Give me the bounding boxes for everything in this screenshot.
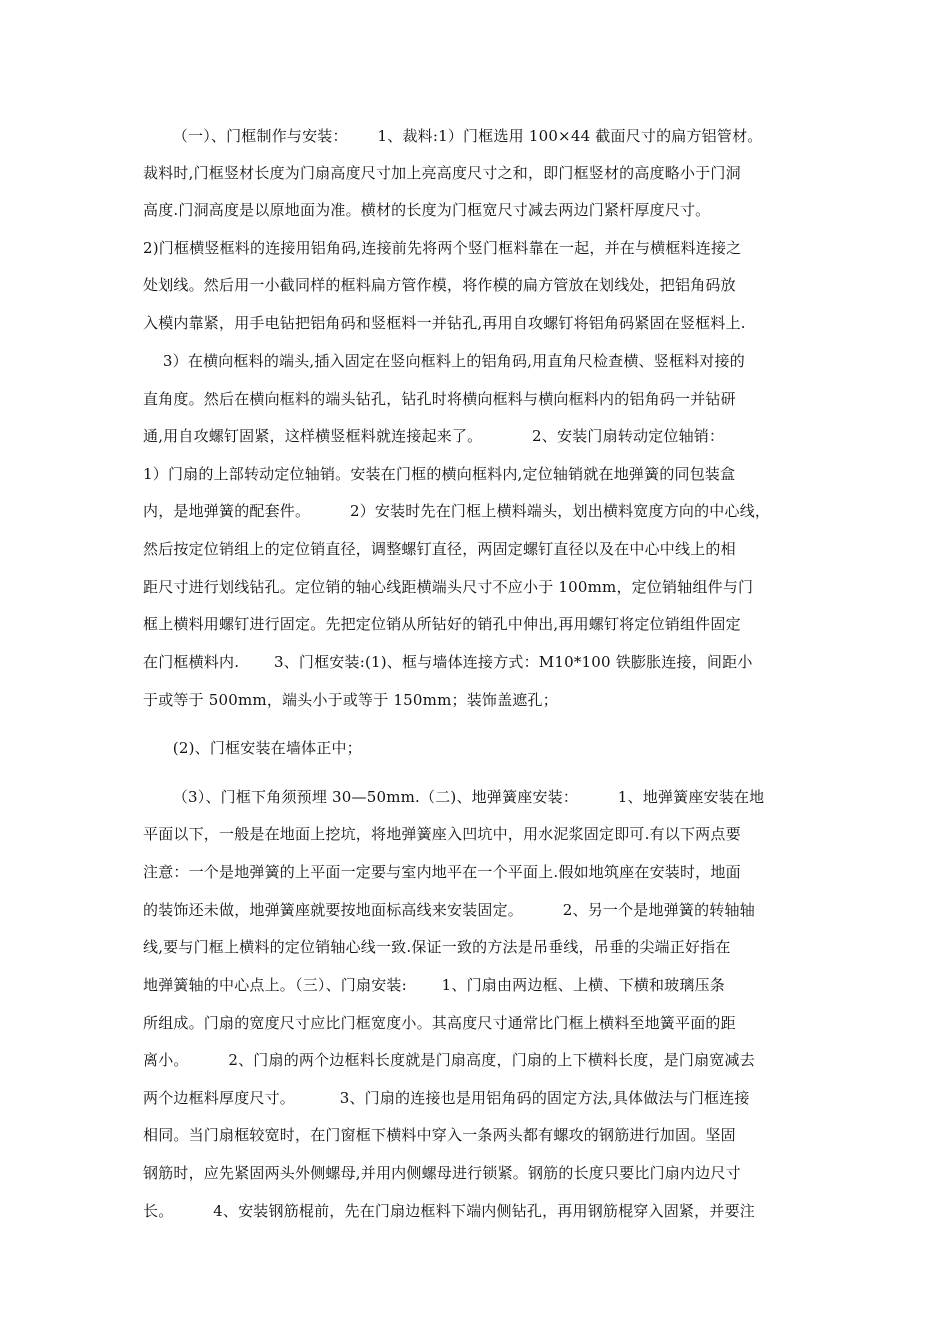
text-line: 框上横料用螺钉进行固定。先把定位销从所钻好的销孔中伸出,再用螺钉将定位销组件固定 bbox=[143, 615, 741, 633]
text-line: 直角度。然后在横向框料的端头钻孔，钻孔时将横向框料与横向框料内的铝角码一并钻研 bbox=[143, 390, 736, 408]
text-line: 的装饰还未做，地弹簧座就要按地面标高线来安装固定。 2、另一个是地弹簧的转轴轴 bbox=[143, 901, 755, 919]
text-line: 通,用自攻螺钉固紧，这样横竖框料就连接起来了。 2、安装门扇转动定位轴销： bbox=[143, 427, 725, 445]
text-line: 长。 4、安装钢筋棍前，先在门扇边框料下端内侧钻孔，再用钢筋棍穿入固紧，并要注 bbox=[143, 1202, 755, 1220]
text-line: 1）门扇的上部转动定位轴销。安装在门框的横向框料内,定位轴销就在地弹簧的同包装盒 bbox=[143, 465, 736, 483]
text-line: 所组成。门扇的宽度尺寸应比门框宽度小。其高度尺寸通常比门框上横料至地簧平面的距 bbox=[143, 1014, 736, 1032]
text-line: 入模内靠紧，用手电钻把铝角码和竖框料一并钻孔,再用自攻螺钉将铝角码紧固在竖框料上. bbox=[143, 314, 746, 332]
text-line: 裁料时,门框竖材长度为门扇高度尺寸加上亮高度尺寸之和，即门框竖材的高度略小于门洞 bbox=[143, 164, 741, 182]
text-line: 于或等于 500mm，端头小于或等于 150mm；装饰盖遮孔； bbox=[143, 691, 558, 709]
text-line: 高度.门洞高度是以原地面为准。横材的长度为门框宽尺寸减去两边门紧杆厚度尺寸。 bbox=[143, 201, 711, 219]
text-line: 地弹簧轴的中心点上。（三）、门扇安装: 1、门扇由两边框、上横、下横和玻璃压条 bbox=[143, 976, 725, 994]
text-line: (2)、门框安装在墙体正中； bbox=[143, 739, 362, 757]
text-line: 离小。 2、门扇的两个边框料长度就是门扇高度，门扇的上下横料长度，是门扇宽减去 bbox=[143, 1051, 755, 1069]
text-line: （3）、门框下角须预埋 30—50mm.（二)、地弹簧座安装： 1、地弹簧座安装在地 bbox=[143, 788, 765, 806]
text-line: 2)门框横竖框料的连接用铝角码,连接前先将两个竖门框料靠在一起，并在与横框料连接之 bbox=[143, 239, 742, 257]
text-line: 距尺寸进行划线钻孔。定位销的轴心线距横端头尺寸不应小于 100mm，定位销轴组件与门 bbox=[143, 578, 754, 596]
text-line: 内，是地弹簧的配套件。 2）安装时先在门框上横料端头，划出横料宽度方向的中心线， bbox=[143, 502, 771, 520]
text-line: 两个边框料厚度尺寸。 3、门扇的连接也是用铝角码的固定方法,具体做法与门框连接 bbox=[143, 1089, 750, 1107]
text-line: 相同。当门扇框较宽时，在门窗框下横料中穿入一条两头都有螺攻的钢筋进行加固。坚固 bbox=[143, 1126, 736, 1144]
text-line: 线,要与门框上横料的定位销轴心线一致.保证一致的方法是吊垂线，吊垂的尖端正好指在 bbox=[143, 938, 731, 956]
text-line: 3）在横向框料的端头,插入固定在竖向框料上的铝角码,用直角尺检查横、竖框料对接的 bbox=[143, 352, 745, 370]
text-line: （一）、门框制作与安装： 1、裁料:1）门框选用 100×44 截面尺寸的扁方铝管材。 bbox=[143, 127, 763, 145]
text-line: 处划线。然后用一小截同样的框料扁方管作模，将作模的扁方管放在划线处，把铝角码放 bbox=[143, 276, 736, 294]
text-line: 钢筋时，应先紧固两头外侧螺母,并用内侧螺母进行锁紧。钢筋的长度只要比门扇内边尺寸 bbox=[143, 1164, 741, 1182]
text-line: 注意：一个是地弹簧的上平面一定要与室内地平在一个平面上.假如地筑座在安装时，地面 bbox=[143, 863, 741, 881]
text-line: 平面以下，一般是在地面上挖坑，将地弹簧座入凹坑中，用水泥浆固定即可.有以下两点要 bbox=[143, 825, 741, 843]
text-line: 在门框横料内. 3、门框安装:(1)、框与墙体连接方式：M10*100 铁膨胀连接，间距小 bbox=[143, 653, 753, 671]
text-line: 然后按定位销组上的定位销直径，调整螺钉直径，两固定螺钉直径以及在中心中线上的相 bbox=[143, 540, 736, 558]
